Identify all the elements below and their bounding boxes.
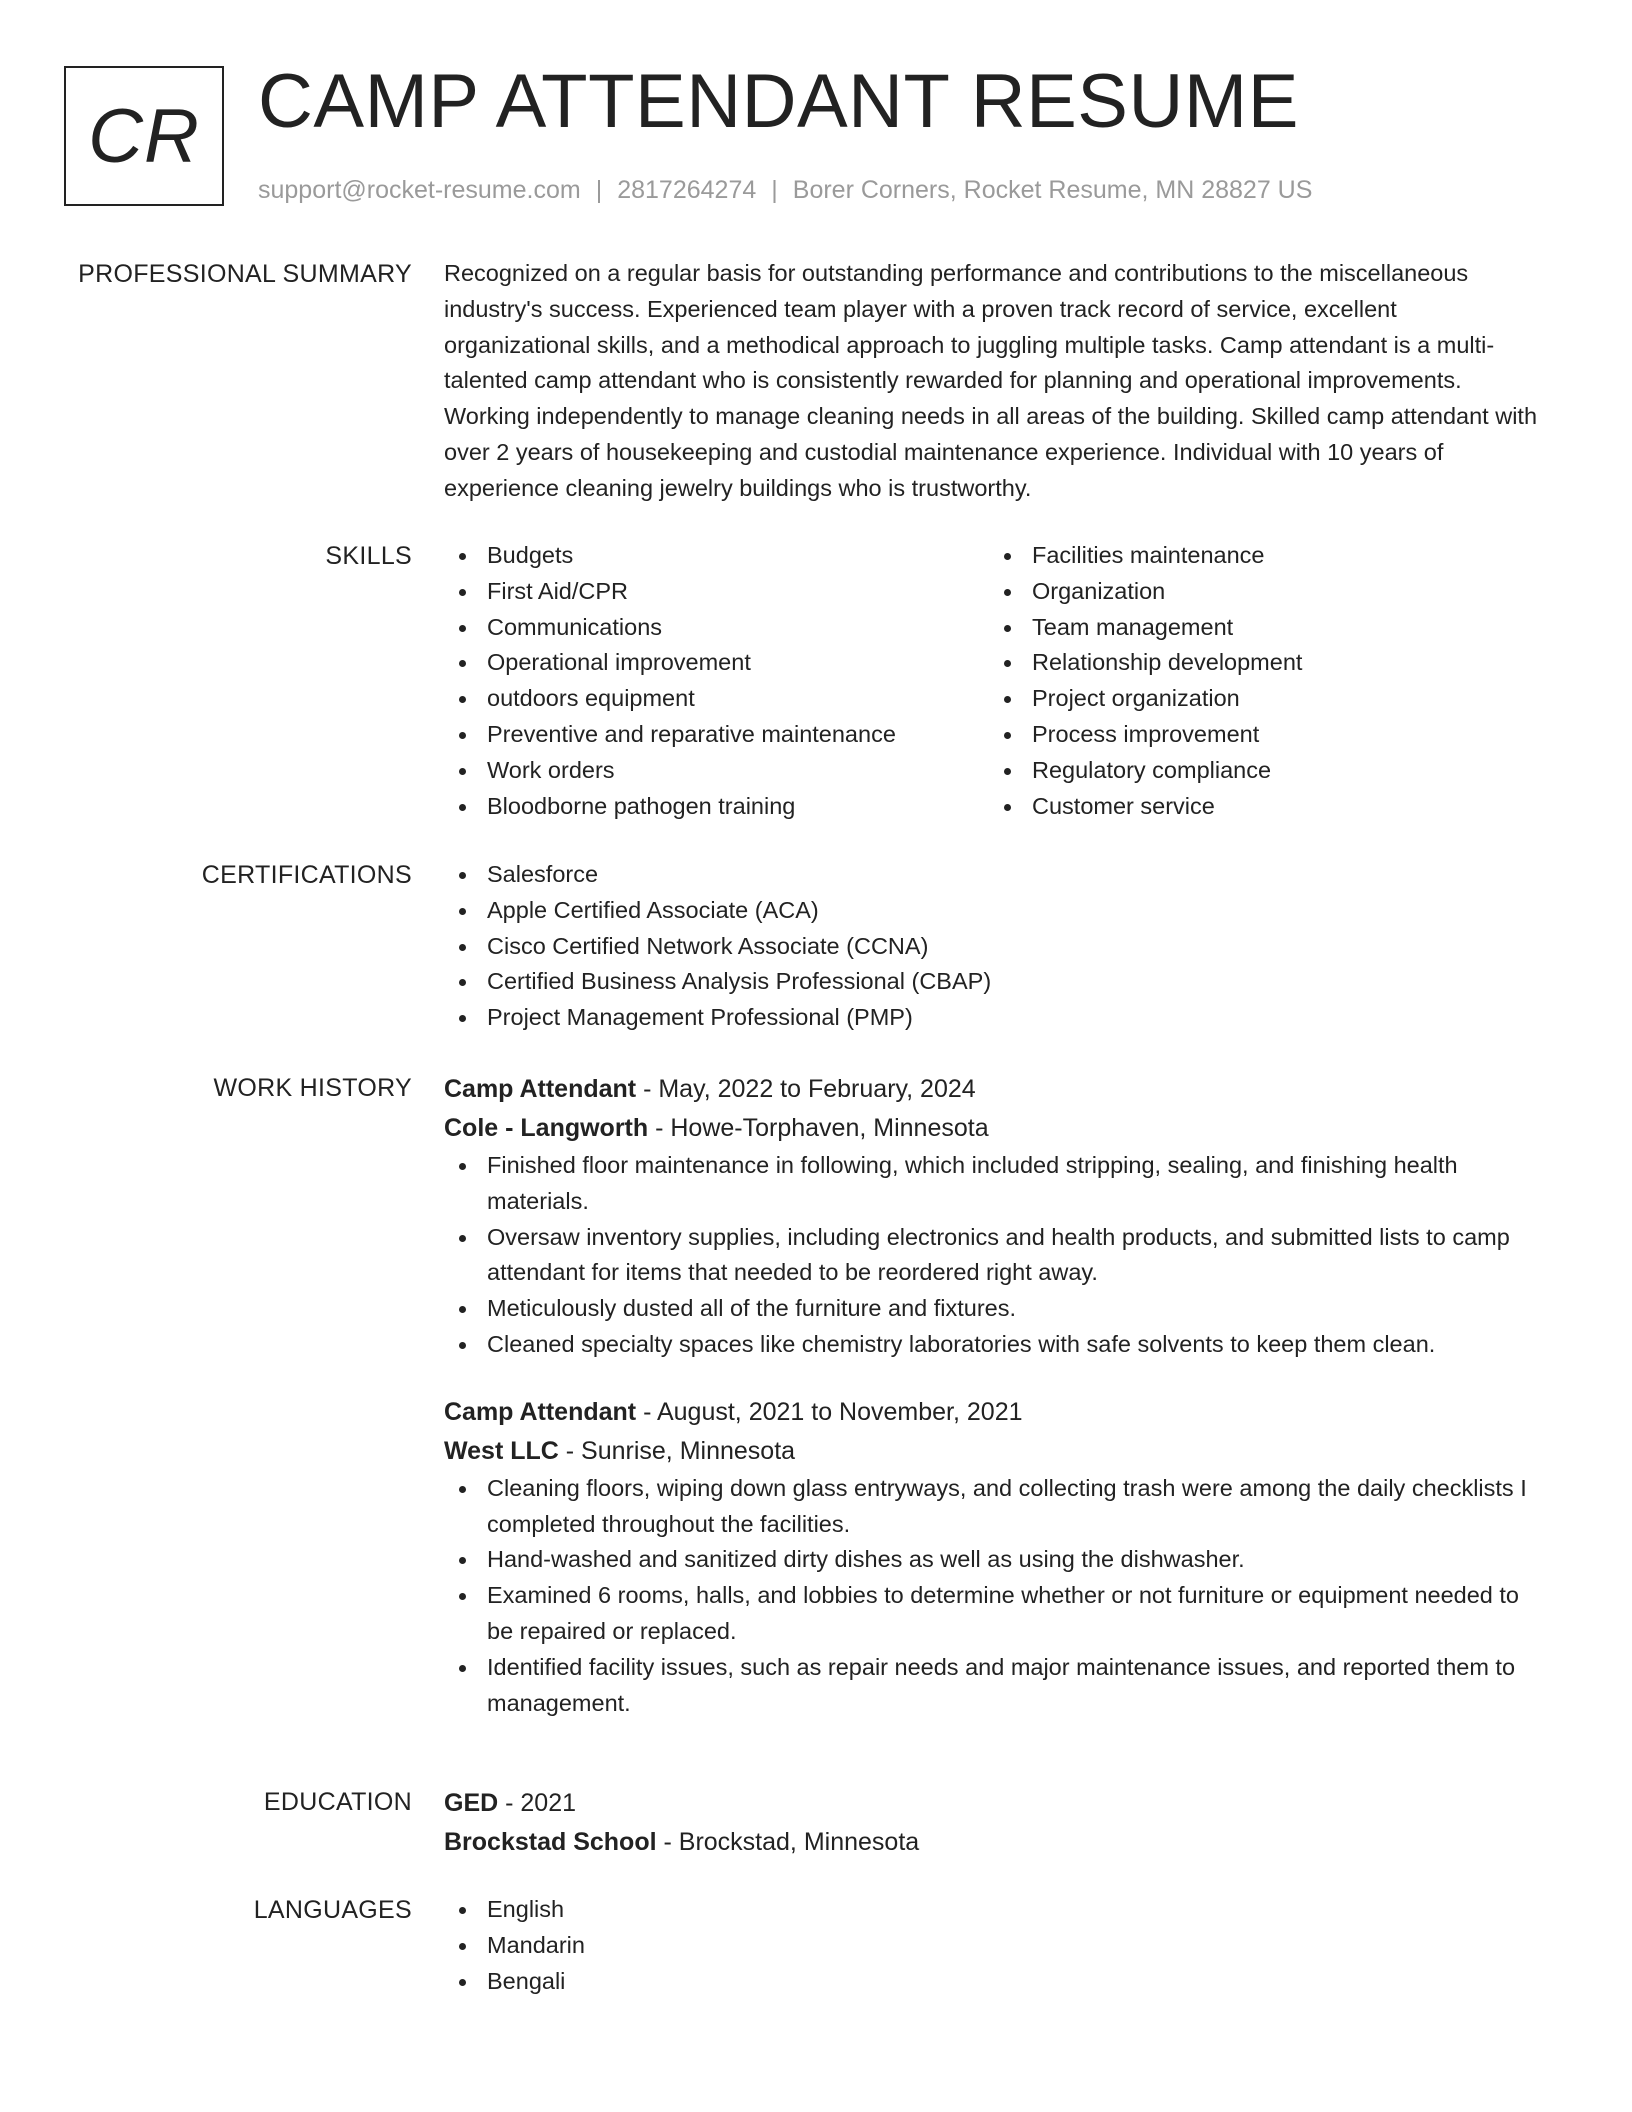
section-label-education: EDUCATION [263, 1788, 412, 1816]
certification-item: Cisco Certified Network Associate (CCNA) [444, 929, 1544, 965]
summary-body [444, 256, 1544, 507]
section-label-skills: SKILLS [325, 542, 412, 570]
job-dates: - August, 2021 to November, 2021 [636, 1397, 1023, 1426]
skills-list-left [444, 538, 989, 824]
job-duty-item: Examined 6 rooms, halls, and lobbies to determine whether or not furniture or equipment needed to be repaired or replaced. [444, 1578, 1544, 1650]
education-degree: GED [444, 1789, 499, 1817]
skill-item: Relationship development [989, 645, 1534, 681]
skill-item: Process improvement [989, 717, 1534, 753]
certification-item: Apple Certified Associate (ACA) [444, 893, 1544, 929]
job-location: - Sunrise, Minnesota [558, 1436, 796, 1465]
language-item: Mandarin [444, 1928, 1544, 1964]
education-degree-line [444, 1784, 1544, 1823]
contact-address: Borer Corners, Rocket Resume, MN 28827 US [792, 176, 1313, 204]
job-company: West LLC [444, 1436, 559, 1465]
skill-item: Project organization [989, 681, 1534, 717]
certification-item: Certified Business Analysis Professional (CBAP) [444, 964, 1544, 1000]
job-duties-list [444, 1471, 1544, 1722]
contact-line [258, 173, 1312, 207]
job-entry [444, 1070, 1544, 1363]
education-school-line [444, 1823, 1544, 1862]
skill-item: Regulatory compliance [989, 753, 1534, 789]
section-label-certifications: CERTIFICATIONS [201, 861, 412, 889]
languages-body [444, 1892, 1544, 1999]
summary-text: Recognized on a regular basis for outstanding performance and contributions to the miscellaneous industry's success. Experienced team player with a proven track record of service, excellent organizational skills, and a methodical approach to juggling multiple tasks. Camp attendant is a multi-talented camp attendant who is consistently rewarded for planning and operational improvements. Working independently to manage cleaning needs in all areas of the building. Skilled camp attendant with over 2 years of housekeeping and custodial maintenance experience. Individual with 10 years of experience cleaning jewelry buildings who is trustworthy. [444, 260, 1538, 501]
certification-item: Salesforce [444, 857, 1544, 893]
skill-item: Customer service [989, 789, 1534, 825]
skill-item: Work orders [444, 753, 989, 789]
skill-item: outdoors equipment [444, 681, 989, 717]
section-label-languages: LANGUAGES [253, 1896, 412, 1924]
resume-title: CAMP ATTENDANT RESUME [258, 59, 1299, 144]
job-company-line [444, 1432, 1544, 1471]
education-body [444, 1784, 1544, 1862]
skill-item: Budgets [444, 538, 989, 574]
skill-item: First Aid/CPR [444, 574, 989, 610]
skill-item: Facilities maintenance [989, 538, 1534, 574]
skill-item: Preventive and reparative maintenance [444, 717, 989, 753]
job-duty-item: Identified facility issues, such as repair needs and major maintenance issues, and reported them to management. [444, 1650, 1544, 1722]
skill-item: Operational improvement [444, 645, 989, 681]
education-school: Brockstad School [444, 1828, 657, 1856]
education-location: - Brockstad, Minnesota [656, 1828, 920, 1856]
job-duty-item: Oversaw inventory supplies, including electronics and health products, and submitted lists to camp attendant for items that needed to be reordered right away. [444, 1220, 1544, 1292]
job-title-line [444, 1070, 1544, 1109]
education-year: - 2021 [498, 1789, 577, 1817]
monogram-box [64, 66, 224, 206]
job-duty-item: Finished floor maintenance in following, which included stripping, sealing, and finishing health materials. [444, 1148, 1544, 1220]
certifications-body [444, 857, 1544, 1036]
section-label-summary: PROFESSIONAL SUMMARY [78, 260, 412, 288]
contact-separator: | [771, 176, 778, 204]
work-history-body [444, 1070, 1544, 1721]
contact-email[interactable]: support@rocket-resume.com [258, 176, 581, 204]
skill-item: Bloodborne pathogen training [444, 789, 989, 825]
job-dates: - May, 2022 to February, 2024 [636, 1075, 976, 1103]
contact-separator: | [595, 176, 603, 204]
skills-body [444, 538, 1544, 824]
job-title: Camp Attendant [444, 1397, 637, 1426]
job-title: Camp Attendant [444, 1075, 637, 1103]
skills-column-left [444, 538, 989, 824]
language-item: English [444, 1892, 1544, 1928]
section-label-work-history: WORK HISTORY [213, 1074, 412, 1102]
language-item: Bengali [444, 1964, 1544, 2000]
certification-item: Project Management Professional (PMP) [444, 1000, 1544, 1036]
job-location: - Howe-Torphaven, Minnesota [648, 1114, 989, 1142]
skill-item: Communications [444, 610, 989, 646]
job-company-line [444, 1109, 1544, 1148]
certifications-list [444, 857, 1544, 1036]
skill-item: Organization [989, 574, 1534, 610]
skills-list-right [989, 538, 1534, 824]
languages-list [444, 1892, 1544, 1999]
skills-column-right [989, 538, 1534, 824]
skill-item: Team management [989, 610, 1534, 646]
job-duty-item: Cleaned specialty spaces like chemistry laboratories with safe solvents to keep them clean. [444, 1327, 1544, 1363]
job-company: Cole - Langworth [444, 1114, 649, 1142]
job-duty-item: Cleaning floors, wiping down glass entryways, and collecting trash were among the daily checklists I completed throughout the facilities. [444, 1471, 1544, 1543]
contact-phone[interactable]: 2817264274 [617, 176, 757, 204]
job-duties-list [444, 1148, 1544, 1363]
job-duty-item: Meticulously dusted all of the furniture and fixtures. [444, 1291, 1544, 1327]
job-duty-item: Hand-washed and sanitized dirty dishes as well as using the dishwasher. [444, 1542, 1544, 1578]
job-title-line [444, 1393, 1544, 1432]
monogram-initials: CR [88, 93, 200, 179]
job-entry [444, 1393, 1544, 1722]
